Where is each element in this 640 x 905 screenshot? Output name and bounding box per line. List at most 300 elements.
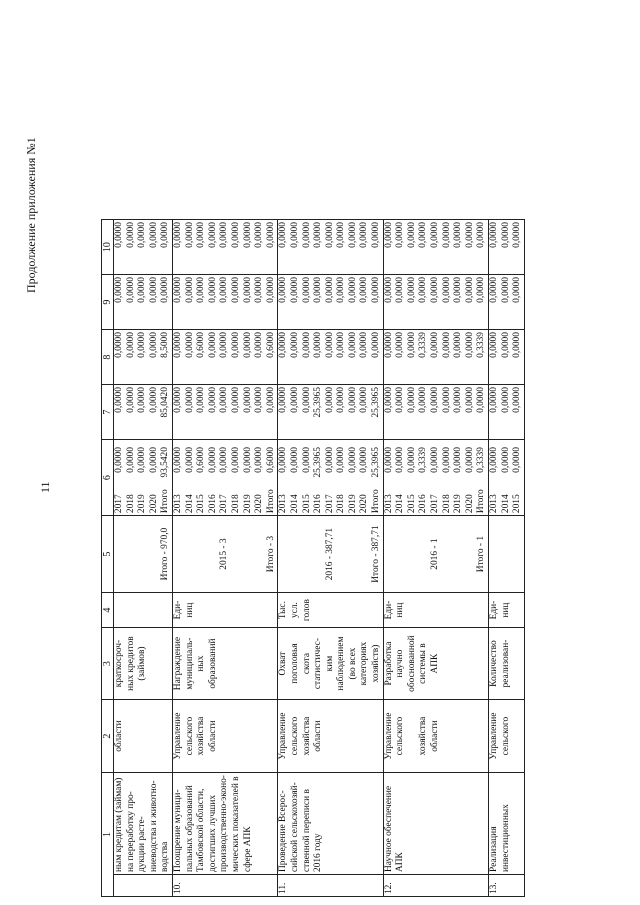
- amount-value: 0,0000: [512, 277, 523, 303]
- year-amount-line: [290, 442, 302, 513]
- year-label: 2016: [418, 494, 429, 514]
- executor-line: области: [430, 720, 441, 752]
- year-amount-line: [512, 442, 524, 513]
- year-amount-line: [442, 442, 454, 513]
- indicator-line: категориях: [359, 641, 370, 686]
- indicator-line: ных кредитов: [125, 636, 136, 691]
- total-amount: 0,0000: [289, 447, 300, 473]
- amount-value: 0,0000: [336, 222, 347, 248]
- amount-value: 0,0000: [137, 277, 148, 303]
- row-number-text: 10.: [172, 882, 183, 894]
- amount-value: 0,0000: [383, 222, 394, 248]
- total-amount: 0,0000: [148, 447, 159, 473]
- amount-value: 0,0000: [489, 332, 499, 358]
- amount-value: 0,0000: [184, 332, 195, 358]
- amount-value: 0,0000: [418, 277, 429, 303]
- year-amount-line: [137, 442, 149, 513]
- year-label: 2016: [207, 494, 218, 514]
- indicator-line: Разработка: [383, 641, 394, 686]
- year-amount-line: [501, 442, 513, 513]
- measure-name-cell: [489, 773, 525, 875]
- amount-value: 0,0000: [242, 277, 253, 303]
- measure-name-line: дукции расте-: [137, 816, 148, 872]
- amount-value: 0,0000: [430, 387, 441, 413]
- amount-value: 0,0000: [476, 387, 487, 413]
- row-number-text: 11.: [278, 882, 289, 894]
- year-label: Итого: [160, 489, 171, 514]
- measure-name-line: инвестиционных: [500, 804, 511, 872]
- amount-value: 0,0000: [418, 222, 429, 248]
- amount-value: 0,0000: [172, 277, 183, 303]
- measure-name-line: Проведение Всерос-: [278, 790, 289, 872]
- amount-value: 0,0000: [125, 387, 136, 413]
- indicator-cell: [278, 628, 383, 700]
- total-amount: 0,6000: [196, 447, 207, 473]
- indicator-line: скота: [301, 652, 312, 675]
- indicator-line: поголовья: [289, 643, 300, 684]
- amount-value: 0,0000: [347, 387, 358, 413]
- executor-line: [407, 702, 419, 770]
- measure-name-line: производственно-эконо-: [219, 775, 230, 872]
- amount-value: 0,0000: [500, 387, 511, 413]
- year-amount-cell: [278, 440, 383, 516]
- amount-value: 0,0000: [512, 332, 523, 358]
- spacer: [278, 518, 290, 590]
- amount-cell-col-9: [278, 275, 383, 330]
- year-label: 2017: [324, 494, 335, 514]
- year-amount-line: [476, 442, 488, 513]
- unit-line: усл.: [289, 602, 300, 619]
- year-label: 2018: [230, 494, 241, 514]
- amount-value: 0,0000: [441, 222, 452, 248]
- spacer: [185, 518, 197, 590]
- amount-cell-col-10: [489, 220, 525, 275]
- indicator-line: научно: [395, 649, 406, 678]
- total-amount: 0,0000: [489, 447, 499, 473]
- indicator-line: Охват: [278, 651, 289, 676]
- amount-value: 0,0000: [278, 277, 289, 303]
- amount-value: 0,0000: [383, 387, 394, 413]
- amount-cell-col-10: [172, 220, 277, 275]
- amount-value: 0,0000: [347, 222, 358, 248]
- period-value-line: 2015 - 3: [219, 538, 230, 570]
- year-label: 2015: [301, 494, 312, 514]
- amount-value: 0,0000: [512, 387, 523, 413]
- year-amount-cell: [114, 440, 173, 516]
- spacer: [313, 518, 325, 590]
- amount-value: 0,0000: [219, 387, 230, 413]
- amount-value: 0,0000: [278, 387, 289, 413]
- row-number: [489, 875, 525, 897]
- amount-value: 0,0000: [500, 222, 511, 248]
- total-amount: 0,0000: [406, 447, 417, 473]
- total-amount: 0,0000: [114, 447, 124, 473]
- amount-value: 0,0000: [336, 332, 347, 358]
- unit-line: ниц: [184, 602, 195, 618]
- executor-line: сельского: [395, 716, 406, 756]
- spacer: [173, 518, 185, 590]
- period-value-cell: [489, 516, 525, 593]
- amount-value: 0,0000: [395, 332, 406, 358]
- column-number-row: [102, 220, 114, 897]
- year-label: 2020: [148, 494, 159, 514]
- amount-cell-col-7: [383, 385, 488, 440]
- amount-cell-col-10: [114, 220, 173, 275]
- year-amount-line: [160, 442, 172, 513]
- amount-value: 0,0000: [289, 222, 300, 248]
- total-amount: 25,3965: [371, 447, 382, 478]
- amount-value: 0,0000: [137, 387, 148, 413]
- amount-value: 0,0000: [301, 277, 312, 303]
- amount-value: 0,0000: [406, 222, 417, 248]
- measure-name-line: ственной переписи в: [301, 789, 312, 872]
- indicator-line: хозяйств): [371, 644, 382, 683]
- amount-value: 0,0000: [476, 222, 487, 248]
- total-amount: 0,0000: [137, 447, 148, 473]
- total-amount: 0,0000: [464, 447, 475, 473]
- measure-name-cell: [114, 773, 173, 875]
- year-amount-cell: [383, 440, 488, 516]
- period-value-cell: [278, 516, 383, 593]
- amount-value: 0,0000: [441, 387, 452, 413]
- measure-name-line: АПК: [395, 852, 406, 872]
- spacer: [302, 518, 314, 590]
- total-amount: 0,0000: [395, 447, 406, 473]
- amount-value: 0,0000: [324, 222, 335, 248]
- amount-value: 0,0000: [254, 222, 265, 248]
- year-label: 2013: [489, 494, 499, 514]
- amount-cell-col-7: [172, 385, 277, 440]
- indicator-line: системы в: [418, 643, 429, 684]
- total-amount: 0,3339: [476, 447, 487, 473]
- unit-line: голов: [301, 599, 312, 622]
- year-label: Итого: [265, 489, 276, 514]
- amount-value: 0,0000: [301, 387, 312, 413]
- executor-cell: [489, 700, 525, 773]
- amount-value: 0,0000: [395, 387, 406, 413]
- executor-line: Управление: [383, 712, 394, 760]
- table-row: [489, 220, 525, 897]
- year-amount-line: [465, 442, 477, 513]
- indicator-line: Награждение: [172, 636, 183, 691]
- amount-value: 0,0000: [148, 277, 159, 303]
- amount-value: 0,0000: [359, 332, 370, 358]
- table-row: [114, 220, 173, 897]
- amount-value: 0,0000: [184, 222, 195, 248]
- amount-value: 0,0000: [453, 222, 464, 248]
- amount-value: 0,0000: [500, 277, 511, 303]
- measure-name-line: мических показателей в: [230, 776, 241, 872]
- row-number-text: 12.: [383, 882, 394, 894]
- unit-line: Тыс.: [278, 601, 289, 620]
- amount-value: 0,0000: [371, 277, 382, 303]
- amount-value: 8,5000: [160, 332, 171, 358]
- measure-name-line: Поощрение муници-: [172, 789, 183, 872]
- executor-line: хозяйства: [196, 716, 207, 756]
- amount-value: 0,0000: [230, 332, 241, 358]
- spacer: [418, 518, 430, 590]
- measure-name-line: Научное обеспечение: [383, 785, 394, 872]
- amount-cell-col-8: [172, 330, 277, 385]
- year-label: 2019: [347, 494, 358, 514]
- executor-cell: [172, 700, 277, 773]
- row-number: [172, 875, 277, 897]
- unit-cell: [278, 593, 383, 628]
- period-value-cell: [172, 516, 277, 593]
- total-amount: 93,5420: [160, 447, 171, 478]
- amount-value: 0,0000: [265, 222, 276, 248]
- amount-value: 0,0000: [114, 277, 124, 303]
- amount-value: 0,0000: [453, 277, 464, 303]
- amount-value: 0,0000: [230, 387, 241, 413]
- table-row: [172, 220, 277, 897]
- amount-value: 0,0000: [114, 332, 124, 358]
- year-label: 2017: [114, 494, 124, 514]
- year-label: 2018: [441, 494, 452, 514]
- amount-value: 0,0000: [242, 387, 253, 413]
- executor-cell: [383, 700, 488, 773]
- total-amount: 0,3339: [418, 447, 429, 473]
- amount-value: 0,0000: [395, 277, 406, 303]
- amount-value: 0,0000: [359, 387, 370, 413]
- total-amount: 0,0000: [430, 447, 441, 473]
- year-amount-line: [243, 442, 255, 513]
- indicator-line: Количество: [489, 640, 499, 687]
- indicator-line: ким: [324, 655, 335, 672]
- amount-value: 0,0000: [114, 222, 124, 248]
- amount-value: 0,0000: [489, 277, 499, 303]
- amount-cell-col-9: [383, 275, 488, 330]
- period-total: Итого - 1: [476, 535, 487, 573]
- row-number-text: 13.: [489, 882, 499, 894]
- year-amount-line: [395, 442, 407, 513]
- amount-value: 0,0000: [395, 222, 406, 248]
- amount-value: 0,0000: [196, 222, 207, 248]
- column-header-7: 7: [102, 385, 114, 440]
- amount-value: 0,0000: [137, 222, 148, 248]
- amount-value: 0,0000: [230, 277, 241, 303]
- total-amount: 0,0000: [207, 447, 218, 473]
- amount-value: 0,0000: [196, 277, 207, 303]
- amount-value: 0,0000: [230, 222, 241, 248]
- column-header-10: 10: [102, 220, 114, 275]
- amount-value: 0,0000: [324, 332, 335, 358]
- amount-value: 0,0000: [301, 332, 312, 358]
- amount-value: 0,0000: [464, 332, 475, 358]
- year-label: 2017: [430, 494, 441, 514]
- amount-value: 0,0000: [313, 332, 324, 358]
- period-total: Итого - 970,0: [160, 527, 171, 581]
- year-amount-line: [266, 442, 278, 513]
- amount-value: 0,0000: [336, 277, 347, 303]
- measure-name-line: ниеводства и животно-: [148, 780, 159, 872]
- amount-value: 0,0000: [160, 222, 171, 248]
- amount-value: 0,0000: [313, 277, 324, 303]
- total-amount: 0,0000: [172, 447, 183, 473]
- continuation-caption: Продолжение приложения №1: [24, 137, 38, 293]
- measure-name-line: пальных образований: [184, 785, 195, 872]
- amount-value: 0,6000: [196, 332, 207, 358]
- amount-cell-col-8: [489, 330, 525, 385]
- year-label: 2017: [219, 494, 230, 514]
- indicator-line: краткосроч-: [114, 639, 124, 688]
- year-label: 2020: [359, 494, 370, 514]
- unit-line: Еди-: [383, 600, 394, 620]
- period-total: Итого - 387,71: [371, 525, 382, 583]
- period-value-line: 2016 - 387,71: [324, 527, 335, 581]
- year-amount-line: [196, 442, 208, 513]
- unit-line: ниц: [500, 602, 511, 618]
- column-header-9: 9: [102, 275, 114, 330]
- amount-value: 0,0000: [289, 387, 300, 413]
- amount-value: 0,0000: [418, 387, 429, 413]
- amount-value: 0,0000: [207, 277, 218, 303]
- year-label: 2014: [184, 494, 195, 514]
- year-amount-line: [302, 442, 314, 513]
- measure-name-line: 2016 году: [313, 833, 324, 872]
- measure-name-cell: [172, 773, 277, 875]
- amount-value: 0,0000: [254, 387, 265, 413]
- year-label: 2019: [242, 494, 253, 514]
- measure-name-line: достигших лучших: [207, 794, 218, 872]
- amount-value: 85,0420: [160, 387, 171, 418]
- amount-cell-col-10: [278, 220, 383, 275]
- year-amount-line: [418, 442, 430, 513]
- total-amount: 0,0000: [254, 447, 265, 473]
- amount-value: 0,0000: [336, 387, 347, 413]
- amount-value: 0,0000: [278, 222, 289, 248]
- amount-value: 0,0000: [114, 387, 124, 413]
- year-label: 2014: [395, 494, 406, 514]
- amount-cell-col-8: [383, 330, 488, 385]
- executor-cell: [278, 700, 383, 773]
- amount-value: 0,0000: [453, 387, 464, 413]
- column-header-6: 6: [102, 440, 114, 516]
- year-amount-line: [219, 442, 231, 513]
- year-label: 2019: [137, 494, 148, 514]
- period-value-line: 2016 - 1: [430, 538, 441, 570]
- year-label: 2013: [383, 494, 394, 514]
- executor-line: Управление: [172, 712, 183, 760]
- total-amount: 0,0000: [336, 447, 347, 473]
- period-total: Итого - 3: [265, 535, 276, 573]
- amount-cell-col-9: [489, 275, 525, 330]
- executor-cell: [114, 700, 173, 773]
- amount-cell-col-7: [489, 385, 525, 440]
- column-header-2: 2: [102, 700, 114, 773]
- total-amount: 0,0000: [242, 447, 253, 473]
- indicator-cell: [489, 628, 525, 700]
- table-row: [383, 220, 488, 897]
- amount-value: 0,0000: [347, 332, 358, 358]
- amount-value: 0,0000: [324, 387, 335, 413]
- year-label: Итого: [371, 489, 382, 514]
- amount-value: 0,0000: [430, 332, 441, 358]
- year-label: 2014: [289, 494, 300, 514]
- column-header-4: 4: [102, 593, 114, 628]
- amount-value: 0,0000: [430, 277, 441, 303]
- program-table: [101, 219, 525, 897]
- executor-line: хозяйства: [418, 716, 429, 756]
- total-amount: 0,0000: [453, 447, 464, 473]
- year-amount-line: [126, 442, 138, 513]
- amount-value: 0,0000: [289, 332, 300, 358]
- total-amount: 0,0000: [125, 447, 136, 473]
- year-amount-line: [173, 442, 185, 513]
- total-amount: 0,0000: [184, 447, 195, 473]
- year-amount-line: [254, 442, 266, 513]
- indicator-cell: [172, 628, 277, 700]
- amount-value: 0,0000: [254, 332, 265, 358]
- measure-name-line: Реализация: [489, 826, 499, 872]
- amount-value: 0,0000: [137, 332, 148, 358]
- row-number-text: [114, 877, 126, 894]
- amount-value: 0,0000: [313, 222, 324, 248]
- total-amount: 0,0000: [441, 447, 452, 473]
- amount-value: 0,0000: [207, 332, 218, 358]
- amount-value: 0,6000: [265, 332, 276, 358]
- amount-value: 0,0000: [289, 277, 300, 303]
- year-amount-line: [348, 442, 360, 513]
- amount-value: 0,0000: [148, 332, 159, 358]
- year-label: 2020: [254, 494, 265, 514]
- amount-value: 0,0000: [371, 332, 382, 358]
- page-number: 11: [38, 481, 52, 493]
- year-label: 2016: [313, 494, 324, 514]
- row-number: [383, 875, 488, 897]
- amount-value: 0,0000: [347, 277, 358, 303]
- amount-value: 0,0000: [453, 332, 464, 358]
- year-label: 2014: [500, 494, 511, 514]
- row-number: [114, 875, 173, 897]
- column-header-3: 3: [102, 628, 114, 700]
- unit-cell: [383, 593, 488, 628]
- amount-value: 0,0000: [430, 222, 441, 248]
- amount-value: 0,0000: [196, 387, 207, 413]
- table-body: [114, 220, 525, 897]
- period-value-cell: [383, 516, 488, 593]
- year-label: 2015: [406, 494, 417, 514]
- total-amount: 0,0000: [500, 447, 511, 473]
- executor-line: сельского: [500, 716, 511, 756]
- measure-name-line: Тамбовской области,: [196, 788, 207, 872]
- indicator-line: статистичес-: [313, 638, 324, 690]
- column-header-8: 8: [102, 330, 114, 385]
- amount-value: 0,0000: [441, 332, 452, 358]
- indicator-line: (во всех: [347, 647, 358, 680]
- period-value-cell: [114, 516, 173, 593]
- total-amount: 0,0000: [359, 447, 370, 473]
- indicator-line: муниципаль-: [184, 637, 195, 690]
- measure-name-line: ным кредитам (займам): [114, 777, 124, 872]
- measure-name-line: сфере АПК: [242, 826, 253, 872]
- year-amount-line: [313, 442, 325, 513]
- unit-line: Еди-: [172, 600, 183, 620]
- executor-line: хозяйства: [301, 716, 312, 756]
- amount-value: 25,3965: [313, 387, 324, 418]
- total-amount: 0,0000: [512, 447, 523, 473]
- amount-value: 0,0000: [219, 277, 230, 303]
- amount-value: 0,0000: [406, 277, 417, 303]
- year-amount-line: [325, 442, 337, 513]
- year-label: 2019: [453, 494, 464, 514]
- year-label: Итого: [476, 489, 487, 514]
- spacer: [395, 518, 407, 590]
- column-header-5: 5: [102, 516, 114, 593]
- executor-line: сельского: [289, 716, 300, 756]
- amount-value: 0,0000: [184, 277, 195, 303]
- indicator-line: образований: [207, 638, 218, 689]
